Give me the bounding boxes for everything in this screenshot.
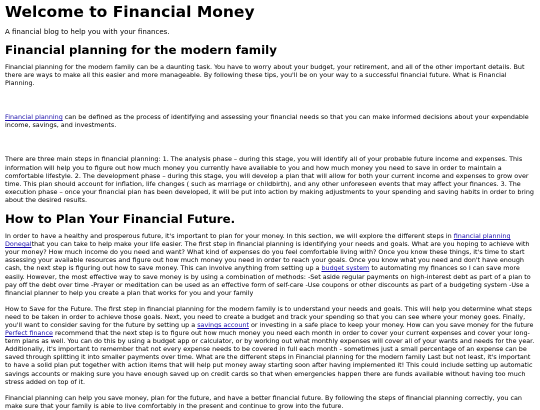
financial-planning-link[interactable]: Financial planning xyxy=(5,113,63,122)
save-text-c: recommend that the next step is to figure out how much money you need each month in order to cover your current expenses and cover your long-term plans as well. You can do this by using a budget app or calculator, or by working out what monthly expenses will cover all of your wants and needs for the year. Additionally, it's important to remember that not every expense needs to be covered in full each month - sometimes just a small percentage of an expense can be saved through splitting it into smaller payments over time. What are the different steps in Financial planning for the modern family Last but not least, it's important to have a solid plan put together with action items that will help put money away starting soon after having implemented it! This could include setting up automatic savings accounts or making sure you have enough saved up on credit cards so that when emergencies happen there are funds available without having too much stress added on top of it. xyxy=(5,329,535,386)
intro-paragraph: Financial planning for the modern family can be a daunting task. You have to worry about your budget, your retirement, and all of the other important details. But there are ways to make all this easier and more manageable. By following these tips, you'll be on your way to a successful financial future. What is Financial Planning. xyxy=(5,63,525,88)
steps-paragraph: There are three main steps in financial planning: 1. The analysis phase – during this stage, you will identify all of your probable future income and expenses. This information will help you to figure out how much money you currently have available to you and how much money you need to save in order to maintain a comfortable lifestyle. 2. The development phase – during this stage, you will develop a plan that will allow for both your current income and expenses to grow over time. This plan should account for inflation, life changes ( such as marriage or childbirth), and any other unforeseen events that may affect your finances. 3. The execution phase – once your financial plan has been developed, it will be put into action by making adjustments to your spending and saving habits in order to bring about the desired results. xyxy=(5,155,534,204)
perfect-finance-link[interactable]: Perfect finance xyxy=(5,329,53,338)
spacer xyxy=(5,95,535,113)
plan-text-c: to automating my finances so I can save more easily. However, the most effective way to save money is by using a combination of methods: -Set aside regular payments on high-interest debt as part of a plan to pay off the debt over time -Prayer or meditation can be used as an effective form of self-care -Use coupons or other discounts as part of a budgeting system -Use a financial planner to help you create a plan that works for you and your family xyxy=(5,264,531,297)
definition-paragraph xyxy=(5,113,535,129)
budget-system-link[interactable]: budget system xyxy=(321,264,370,273)
save-paragraph xyxy=(5,305,535,386)
conclusion-paragraph: Financial planning can help you save money, plan for the future, and have a better financial future. By following the steps of financial planning correctly, you can make sure that your family is able to live comfortably in the present and continue to grow into the future. xyxy=(5,393,522,410)
section-heading-plan-future: How to Plan Your Financial Future. xyxy=(5,212,236,227)
plan-text-b: that you can take to help make your life easier. The first step in financial planning is identifying your needs and goals. What are you hoping to achieve with your money? How much income do you need and want? What kind of expenses do you feel comfortable living with? Once you know these things, it's time to start assessing your available resources and figure out how much money you need in order to reach your goals. Once you know what you need and don't have enough cash, the next step is figuring out how to save money. This can involve anything from setting up a xyxy=(5,240,530,273)
definition-text: can be defined as the process of identifying and assessing your financial needs so that you can make informed decisions about your expendable income, savings, and investments. xyxy=(5,113,529,130)
site-title: Welcome to Financial Money xyxy=(5,3,255,21)
site-tagline: A financial blog to help you with your finances. xyxy=(5,28,170,36)
section-heading-financial-planning: Financial planning for the modern family xyxy=(5,43,277,57)
plan-paragraph xyxy=(5,232,535,297)
plan-text-a: In order to have a healthy and prosperous future, it's important to plan for your money. In this section, we will explore the different steps in xyxy=(5,232,454,241)
save-text-b: or investing in a safe place to keep your money. How can you save money for the future xyxy=(248,320,534,329)
spacer xyxy=(5,137,535,155)
financial-planning-donegal-link[interactable]: financial planning Donegal xyxy=(5,232,511,249)
save-text-a: How to Save for the Future. The first step in financial planning for the modern family is to understand your needs and goals. This will help you determine what steps need to be taken in order to achieve those goals. Next, you need to create a budget and track your spending so that you can see where your money goes. Finally, you'll want to consider saving for the future by setting up a xyxy=(5,304,532,329)
savings-account-link[interactable]: savings account xyxy=(197,320,249,329)
